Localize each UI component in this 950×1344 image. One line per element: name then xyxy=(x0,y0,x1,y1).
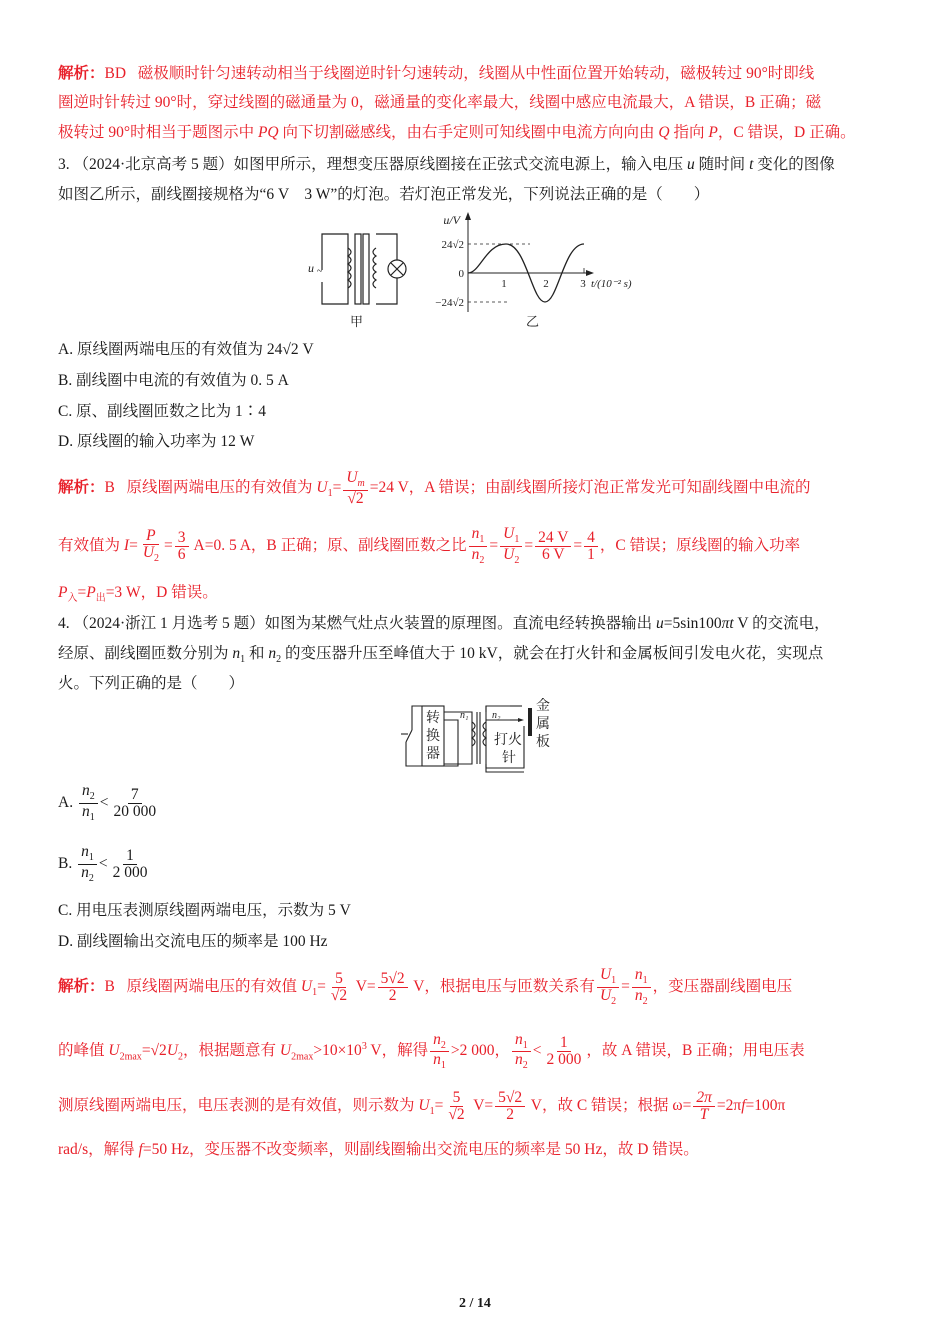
q3-analysis-line3: $P_入=P_出=3$ W，D 错误。 xyxy=(58,584,218,605)
needle-label-2: 针 xyxy=(502,751,516,766)
fraction xyxy=(79,783,98,823)
source-symbol: ~ xyxy=(317,266,323,277)
var: n xyxy=(81,843,89,861)
var: n xyxy=(81,782,90,800)
plate-char-2: 属 xyxy=(536,717,550,732)
q4-analysis-line4 xyxy=(58,1140,699,1160)
var: f xyxy=(741,1097,746,1114)
var: U xyxy=(346,469,358,487)
num: 1 xyxy=(123,848,137,865)
var: n xyxy=(514,1030,523,1048)
u-t-graph xyxy=(435,212,632,329)
var: U xyxy=(279,1042,292,1060)
answer: B xyxy=(104,978,115,995)
text: D. 原线圈的输入功率为 12 W xyxy=(58,433,255,450)
text: =5sin100 xyxy=(663,615,722,632)
fraction xyxy=(469,526,488,566)
q3-analysis-line1 xyxy=(58,466,811,516)
sub: 1 xyxy=(440,1060,446,1072)
fraction xyxy=(495,1090,525,1124)
var-u: u xyxy=(687,156,695,173)
num: 24 V xyxy=(535,530,571,547)
q4-stem-line3 xyxy=(58,674,244,694)
text: 火。下列正确的是（ ） xyxy=(58,675,245,692)
den: 6 xyxy=(177,545,186,563)
var: U xyxy=(316,479,328,496)
sub: 1 xyxy=(479,534,485,546)
den: 1 xyxy=(587,545,595,563)
num: 5√2 xyxy=(378,971,408,988)
answer: BD xyxy=(104,65,127,82)
q3-stem-line2 xyxy=(58,185,709,205)
text: =2π xyxy=(716,1097,742,1114)
num: 7 xyxy=(128,787,142,804)
fraction xyxy=(512,1032,531,1072)
q3-figure xyxy=(300,208,650,336)
sub: 2 xyxy=(642,996,648,1008)
fraction xyxy=(632,967,651,1007)
fraction xyxy=(584,530,598,564)
analysis-text: 磁极顺时针匀速转动相当于线圈逆时针匀速转动，线圈从中性面位置开始转动，磁极转过 90°时即线 xyxy=(137,65,815,82)
text: 3. （2024·北京高考 5 题）如图甲所示，理想变压器原线圈接在正弦式交流电源上，输入电压 xyxy=(58,156,688,173)
fraction xyxy=(500,526,522,566)
var: P xyxy=(86,584,96,601)
sub: 1 xyxy=(522,1039,528,1051)
sub: 2 xyxy=(611,996,617,1008)
q4-option-a[interactable] xyxy=(58,780,161,826)
var: n xyxy=(81,863,89,881)
text: 指向 xyxy=(669,124,709,141)
text: =√2 xyxy=(141,1042,167,1060)
text: D. 副线圈输出交流电压的频率是 100 Hz xyxy=(58,933,328,950)
den: √2 xyxy=(347,489,364,507)
var: u xyxy=(656,615,664,632)
num: 3 xyxy=(175,530,189,547)
text: 变化的图像 xyxy=(753,156,835,173)
q4-analysis-line1: 解析：B 原线圈两端电压的有效值 $U_1=$ $\frac{5}{√2}$ V= $\frac{5√2}{2}$ V，根据电压与匝数关系有 $\frac{U_1}{U_2}$ = $\frac{n_1}{n_2}$ ，变压器副线圈电压 xyxy=(58,966,793,1008)
text: 如图乙所示，副线圈接规格为“6 V 3 W”的灯泡。若灯泡正常发光，下列说法正确的是（ ） xyxy=(58,186,710,203)
sub: 1 xyxy=(429,1106,435,1118)
num: 5√2 xyxy=(495,1090,525,1107)
q4-analysis-line3: 测原线圈两端电压，电压表测的是有效值，则示数为 $U_1=$ $\frac{5}{√2}$ V= $\frac{5√2}{2}$ V，故 C 错误；根据 ω= $\frac{2\pi}{T}$ =2πf=100π xyxy=(58,1088,786,1123)
fig-yi-label: 乙 xyxy=(526,314,540,329)
sub: 2 xyxy=(479,555,485,567)
sub: 入 xyxy=(67,593,78,605)
q4-stem-line2 xyxy=(58,644,823,670)
fraction xyxy=(110,787,159,821)
text: =3 W，D 错误。 xyxy=(105,584,218,601)
den: 2 xyxy=(388,986,397,1004)
fig-jia-label: 甲 xyxy=(350,314,364,329)
var-q: Q xyxy=(658,124,670,141)
text: 随时间 xyxy=(694,156,750,173)
text: 测原线圈两端电压，电压表测的是有效值，则示数为 xyxy=(58,1097,419,1114)
den: 2 000 xyxy=(546,1051,582,1069)
plate-char-1: 金 xyxy=(536,699,550,714)
text: V，故 C 错误；根据 ω= xyxy=(527,1097,692,1114)
q4-option-b[interactable] xyxy=(58,841,152,887)
sub: 1 xyxy=(611,975,617,987)
num: 2π xyxy=(693,1090,715,1107)
q3-option-d[interactable] xyxy=(58,432,254,452)
fraction xyxy=(328,971,350,1005)
y-axis-label: u/V xyxy=(443,213,460,227)
fraction xyxy=(693,1090,715,1124)
var: n xyxy=(471,545,480,563)
analysis-label: 解析： xyxy=(58,65,105,82)
text: 经原、副线圈匝数分别为 xyxy=(58,645,233,662)
var: n xyxy=(433,1030,441,1048)
var: n xyxy=(471,525,480,543)
q3-stem-line1 xyxy=(58,155,835,175)
den: 2 000 xyxy=(112,863,148,881)
text: 4. （2024·浙江 1 月选考 5 题）如图为某燃气灶点火装置的原理图。直流电经转换器输出 xyxy=(58,615,657,632)
sub: 1 xyxy=(89,812,95,824)
var: U xyxy=(418,1097,430,1114)
den: 20 000 xyxy=(113,802,157,820)
var: πt xyxy=(721,615,734,632)
converter-char-1: 转 xyxy=(426,711,440,726)
text: < xyxy=(99,794,109,811)
analysis-label: 解析： xyxy=(58,479,105,496)
var-t: t xyxy=(749,156,754,173)
text: rad/s，解得 xyxy=(58,1141,139,1158)
var: n xyxy=(634,986,643,1004)
q2-analysis-line1 xyxy=(58,64,814,84)
x-tick-2: 2 xyxy=(543,278,549,290)
x-tick-1: 1 xyxy=(501,278,507,290)
q3-option-a[interactable] xyxy=(58,340,314,360)
x-arrow xyxy=(586,270,594,276)
zero-label: 0 xyxy=(458,268,464,280)
sub: 2 xyxy=(89,791,95,803)
label: B. xyxy=(58,855,73,872)
sub: 2 xyxy=(276,654,282,666)
page-number: 2 / 14 xyxy=(459,1296,491,1311)
text: ，C 错误；原线圈的输入功率 xyxy=(599,537,801,554)
text: 和 xyxy=(245,645,269,662)
text: C. 用电压表测原线圈两端电压，示数为 5 V xyxy=(58,902,351,919)
fraction xyxy=(78,844,97,884)
text: =50 Hz，变压器不改变频率，则副线圈输出交流电压的频率是 50 Hz，故 D 错误。 xyxy=(142,1141,699,1158)
text: 向下切割磁感线，由右手定则可知线圈中电流方向向由 xyxy=(278,124,659,141)
sub: 1 xyxy=(327,488,333,500)
var: f xyxy=(138,1141,143,1158)
text: < xyxy=(98,855,108,872)
text: 的变压器升压至峰值大于 10 kV，就会在打火针和金属板间引发电火花，实现点 xyxy=(281,645,824,662)
num: P xyxy=(143,528,158,545)
var: U xyxy=(142,544,155,562)
text: V，解得 xyxy=(366,1042,429,1060)
plate-char-3: 板 xyxy=(536,735,550,750)
q4-option-c[interactable] xyxy=(58,901,351,921)
num: 4 xyxy=(584,530,598,547)
x-axis-label: t/(10⁻² s) xyxy=(591,278,632,290)
var: U xyxy=(503,545,515,563)
text: V 的交流电， xyxy=(733,615,830,632)
text: 原线圈两端电压的有效值 xyxy=(126,978,301,995)
fraction xyxy=(597,967,619,1007)
text: 极转过 90°时相当于题图示中 xyxy=(58,124,258,141)
n2-label: n₂ xyxy=(492,710,501,721)
num: 1 xyxy=(557,1035,571,1052)
answer: B xyxy=(104,479,115,496)
sub: m xyxy=(357,478,365,490)
source-u-label: u xyxy=(308,261,314,275)
sub: 2 xyxy=(154,553,160,565)
text: 有效值为 xyxy=(58,537,124,554)
fraction xyxy=(535,530,571,564)
den: T xyxy=(699,1105,709,1123)
num: 5 xyxy=(450,1090,464,1107)
text: 的峰值 xyxy=(58,1042,109,1060)
text: ，变压器副线圈电压 xyxy=(652,978,793,995)
y-arrow xyxy=(465,212,471,220)
sub: 2max xyxy=(291,1051,314,1063)
num: 5 xyxy=(332,971,346,988)
sub: 1 xyxy=(88,852,94,864)
n1-label: n₁ xyxy=(460,710,469,721)
text: < xyxy=(532,1042,542,1060)
sub: 2 xyxy=(440,1039,446,1051)
converter-char-2: 换 xyxy=(426,729,440,744)
var: U xyxy=(599,986,612,1004)
text: 原线圈两端电压的有效值为 xyxy=(126,479,317,496)
text: V= xyxy=(352,978,376,995)
q3-option-b[interactable] xyxy=(58,371,289,391)
var: n xyxy=(232,645,241,662)
text: >10×10 xyxy=(313,1042,362,1060)
sub: 2 xyxy=(514,555,520,567)
text: V，根据电压与匝数关系有 xyxy=(409,978,595,995)
sub: 2 xyxy=(88,873,94,885)
text: B. 副线圈中电流的有效值为 0. 5 A xyxy=(58,372,289,389)
var: U xyxy=(108,1042,120,1060)
sub: 1 xyxy=(514,534,520,546)
sub: 出 xyxy=(95,593,106,605)
var-pq: PQ xyxy=(257,124,279,141)
x-tick-3: 3 xyxy=(580,278,586,290)
text: ，故 A 错误，B 正确；用电压表 xyxy=(586,1042,805,1060)
var: U xyxy=(503,525,515,543)
text: A=0. 5 A，B 正确；原、副线圈匝数之比 xyxy=(190,537,467,554)
analysis-text: 圈逆时针转过 90°时，穿过线圈的磁通量为 0，磁通量的变化率最大，线圈中感应电流最大，A 错误，B 正确；磁 xyxy=(58,94,822,111)
label: A. xyxy=(58,794,74,811)
den: 2 xyxy=(506,1105,515,1123)
q4-stem-line1 xyxy=(58,614,830,634)
fraction xyxy=(430,1032,449,1072)
radical: √2 xyxy=(282,341,299,358)
text: A. 原线圈两端电压的有效值为 24 xyxy=(58,341,283,358)
sup: 3 xyxy=(361,1041,367,1052)
text: =100π xyxy=(745,1097,786,1114)
fraction xyxy=(378,971,408,1005)
var: n xyxy=(81,802,90,820)
y-min-label: −24√2 xyxy=(435,297,464,309)
y-max-label: 24√2 xyxy=(441,239,464,251)
q3-option-c[interactable] xyxy=(58,402,266,422)
fraction xyxy=(175,530,189,564)
var: n xyxy=(268,645,277,662)
sub: 2max xyxy=(119,1051,142,1063)
var: U xyxy=(599,966,612,984)
var: n xyxy=(514,1051,523,1069)
var: n xyxy=(634,966,643,984)
den: √2 xyxy=(330,986,348,1004)
var: U xyxy=(300,978,313,995)
text: V xyxy=(298,341,314,358)
sub: 2 xyxy=(178,1051,184,1063)
transformer-diagram xyxy=(314,234,406,304)
q4-ignition-diagram xyxy=(398,698,558,774)
var: I xyxy=(123,537,130,554)
sub: 2 xyxy=(522,1060,528,1072)
var: U xyxy=(166,1042,179,1060)
var-p: P xyxy=(708,124,718,141)
text: V= xyxy=(469,1097,494,1114)
needle-label-1: 打火 xyxy=(494,733,522,748)
fraction xyxy=(543,1035,584,1069)
den: 6 V xyxy=(541,545,565,563)
sub: 1 xyxy=(642,975,648,987)
sub: 1 xyxy=(240,654,246,666)
sub: 1 xyxy=(312,987,318,999)
analysis-label: 解析： xyxy=(58,978,105,995)
fraction xyxy=(140,528,162,565)
fraction xyxy=(343,470,367,507)
var: P xyxy=(58,584,68,601)
text: =24 V，A 错误；由副线圈所接灯泡正常发光可知副线圈中电流的 xyxy=(369,479,811,496)
text: ，根据题意有 xyxy=(183,1042,280,1060)
q4-option-d[interactable] xyxy=(58,932,328,952)
text: >2 000， xyxy=(450,1042,510,1060)
text: C. 原、副线圈匝数之比为 1∶4 xyxy=(58,403,266,420)
text: = xyxy=(332,479,342,496)
q4-analysis-line2 xyxy=(58,1024,805,1080)
q3-analysis-line2: 有效值为 I= $\frac{P}{U_2}$ = $\frac{3}{6}$ A=0. 5 A，B 正确；原、副线圈匝数之比 $\frac{n_1}{n_2}$ = $\frac{U_1}{U_2}$ = $\frac{24 V}{6 V}$ = $\frac{4}{1}$ ，C 错误；原线圈的输入功率 xyxy=(58,525,801,567)
fraction xyxy=(110,848,151,882)
text: ，C 错误，D 正确。 xyxy=(717,124,856,141)
fraction xyxy=(445,1090,467,1124)
q2-analysis-line3 xyxy=(58,123,856,143)
var: n xyxy=(433,1051,441,1069)
converter-char-3: 器 xyxy=(426,747,440,762)
q2-analysis-line2 xyxy=(58,93,821,113)
den: √2 xyxy=(448,1105,465,1123)
